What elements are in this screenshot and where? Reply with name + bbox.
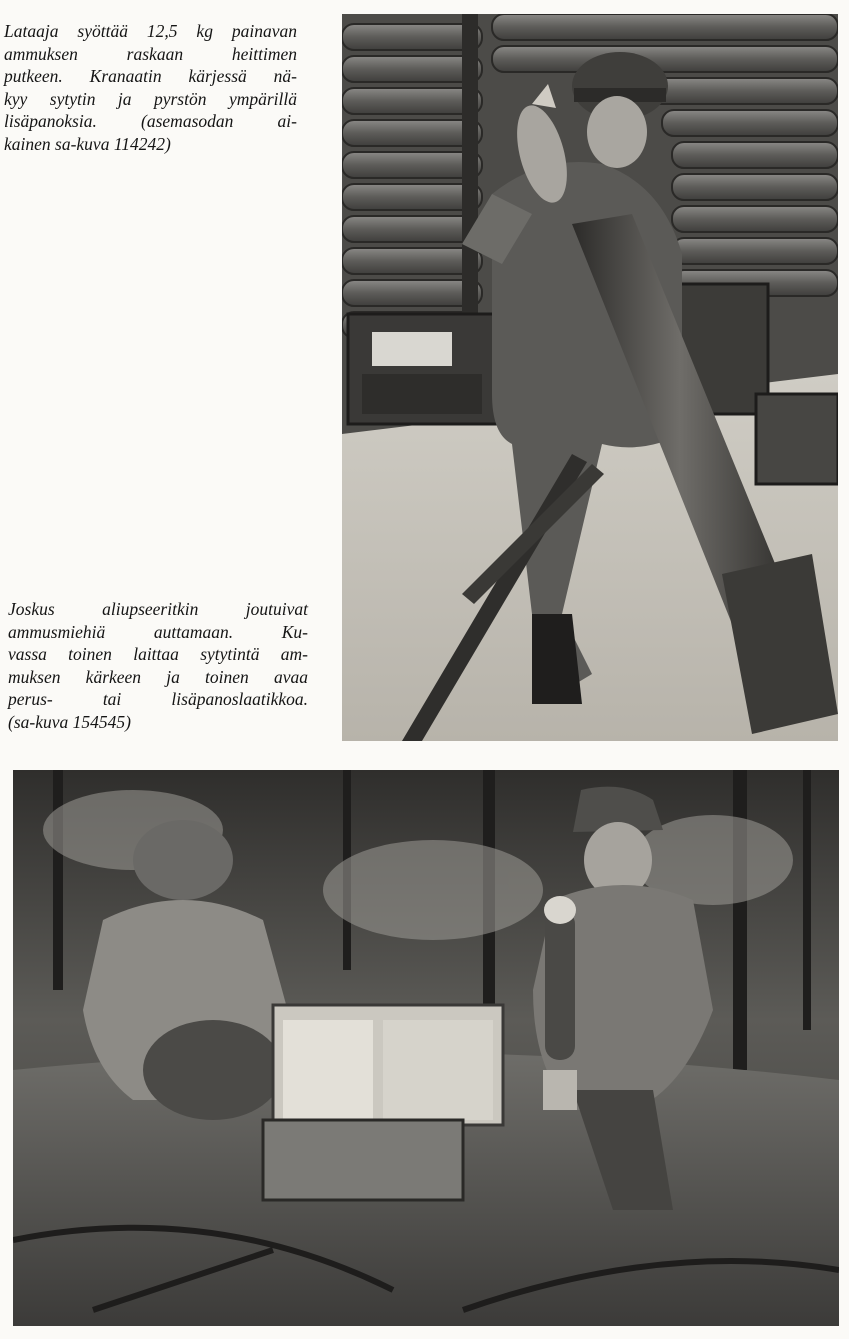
caption-line: vassa toinen laittaa sytytintä am- [8,644,308,664]
caption-line: lisäpanoksia. (asemasodan ai- [4,111,297,131]
caption-line: Joskus aliupseeritkin joutuivat [8,599,308,619]
caption-line: Lataaja syöttää 12,5 kg painavan [4,21,297,41]
caption-line: ammusmiehiä auttamaan. Ku- [8,621,308,642]
caption-line: kyy sytytin ja pyrstön ympärillä [4,88,297,109]
caption-line: kainen sa-kuva 114242) [4,133,171,154]
photo-soldiers-with-ammunition [13,770,839,1326]
caption-line: perus- tai lisäpanoslaatikkoa. [8,689,308,709]
soldiers-with-ammunition-crates-photo-icon [13,770,839,1326]
caption-line: putkeen. Kranaatin kärjessä nä- [4,66,297,86]
caption-bottom-photo [8,598,308,733]
caption-top-photo [4,20,297,155]
soldier-loading-mortar-photo-icon [342,14,838,741]
caption-line: muksen kärkeen ja toinen avaa [8,666,308,687]
caption-line: (sa-kuva 154545) [8,711,131,732]
caption-line: ammuksen raskaan heittimen [4,43,297,64]
photo-soldier-loading-mortar [342,14,838,741]
